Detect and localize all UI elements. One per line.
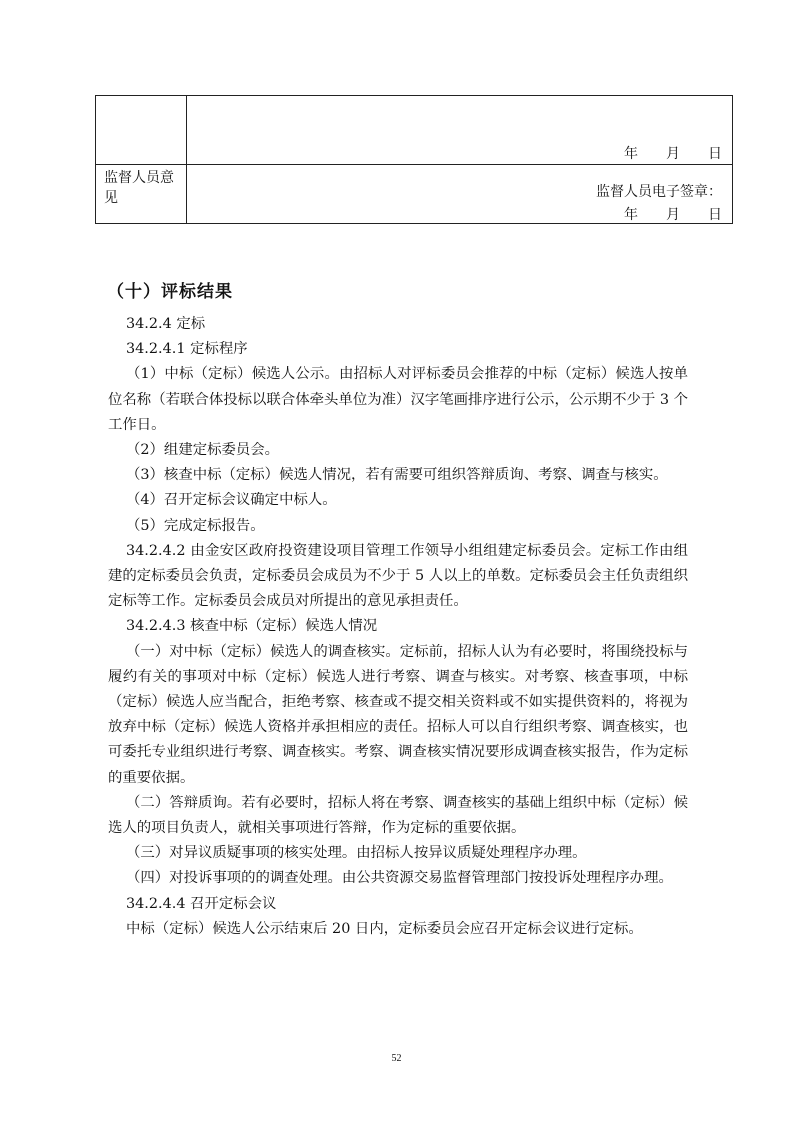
clause-heading-34-2-4-4: 34.2.4.4 召开定标会议 [126, 895, 277, 912]
paragraph-step-2: （2）组建定标委员会。 [126, 442, 280, 459]
row2-label-cell [96, 164, 187, 223]
row1-label-cell [96, 96, 187, 165]
section-title: （十）评标结果 [107, 282, 233, 302]
signature-table [95, 95, 733, 224]
paragraph-item-2: （二）答辩质询。若有必要时，招标人将在考察、调查核实的基础上组织中标（定标）候选人的项目负责人，就相关事项进行答辩，作为定标的重要依据。 [108, 794, 688, 837]
clause-heading-34-2-4: 34.2.4 定标 [126, 316, 206, 332]
clause-heading-34-2-4-3: 34.2.4.3 核查中标（定标）候选人情况 [126, 618, 378, 635]
paragraph-step-4: （4）召开定标会议确定中标人。 [126, 492, 337, 509]
paragraph-final: 中标（定标）候选人公示结束后 20 日内，定标委员会应召开定标会议进行定标。 [126, 920, 643, 937]
paragraph-item-3: （三）对异议质疑事项的核实处理。由招标人按异议质疑处理程序办理。 [126, 845, 587, 862]
signature-row-2 [96, 164, 733, 223]
row2-content-cell [187, 164, 733, 223]
clause-34-2-4-2: 34.2.4.2 由金安区政府投资建设项目管理工作领导小组组建定标委员会。定标工作由组建的定标委员会负责，定标委员会成员为不少于 5 人以上的单数。定标委员会主任负责组织定标等工作。定标委员会成员对所提出的意见承担责任。 [108, 542, 688, 610]
paragraph-item-4: （四）对投诉事项的的调查处理。由公共资源交易监督管理部门按投诉处理程序办理。 [126, 870, 673, 887]
row1-date: 年 月 日 [624, 146, 722, 162]
paragraph-item-1: （一）对中标（定标）候选人的调查核实。定标前，招标人认为有必要时，将围绕投标与履约有关的事项对中标（定标）候选人进行考察、调查与核实。对考察、核查事项，中标（定标）候选人应当配合，拒绝考察、核查或不提交相关资料或不如实提供资料的，将视为放弃中标（定标）候选人资格并承担相应的责任。招标人可以自行组织考察、调查核实，也可委托专业组织进行考察、调查核实。考察、调查核实情况要形成调查核实报告，作为定标的重要依据。 [108, 643, 688, 786]
supervisor-signature-label: 监督人员电子签章： [596, 183, 722, 200]
signature-row-1 [96, 96, 733, 165]
paragraph-step-3: （3）核查中标（定标）候选人情况，若有需要可组织答辩质询、考察、调查与核实。 [126, 467, 668, 484]
clause-heading-34-2-4-1: 34.2.4.1 定标程序 [126, 341, 248, 358]
row1-content-cell [187, 96, 733, 165]
supervisor-opinion-label: 监督人员意见 [104, 169, 174, 206]
document-body [108, 312, 688, 942]
page-number: 52 [391, 1053, 402, 1064]
paragraph-step-5: （5）完成定标报告。 [126, 517, 265, 534]
paragraph-step-1: （1）中标（定标）候选人公示。由招标人对评标委员会推荐的中标（定标）候选人按单位名称（若联合体投标以联合体牵头单位为准）汉字笔画排序进行公示，公示期不少于 3 个工作日。 [108, 366, 688, 433]
row2-date: 年 月 日 [624, 206, 722, 223]
